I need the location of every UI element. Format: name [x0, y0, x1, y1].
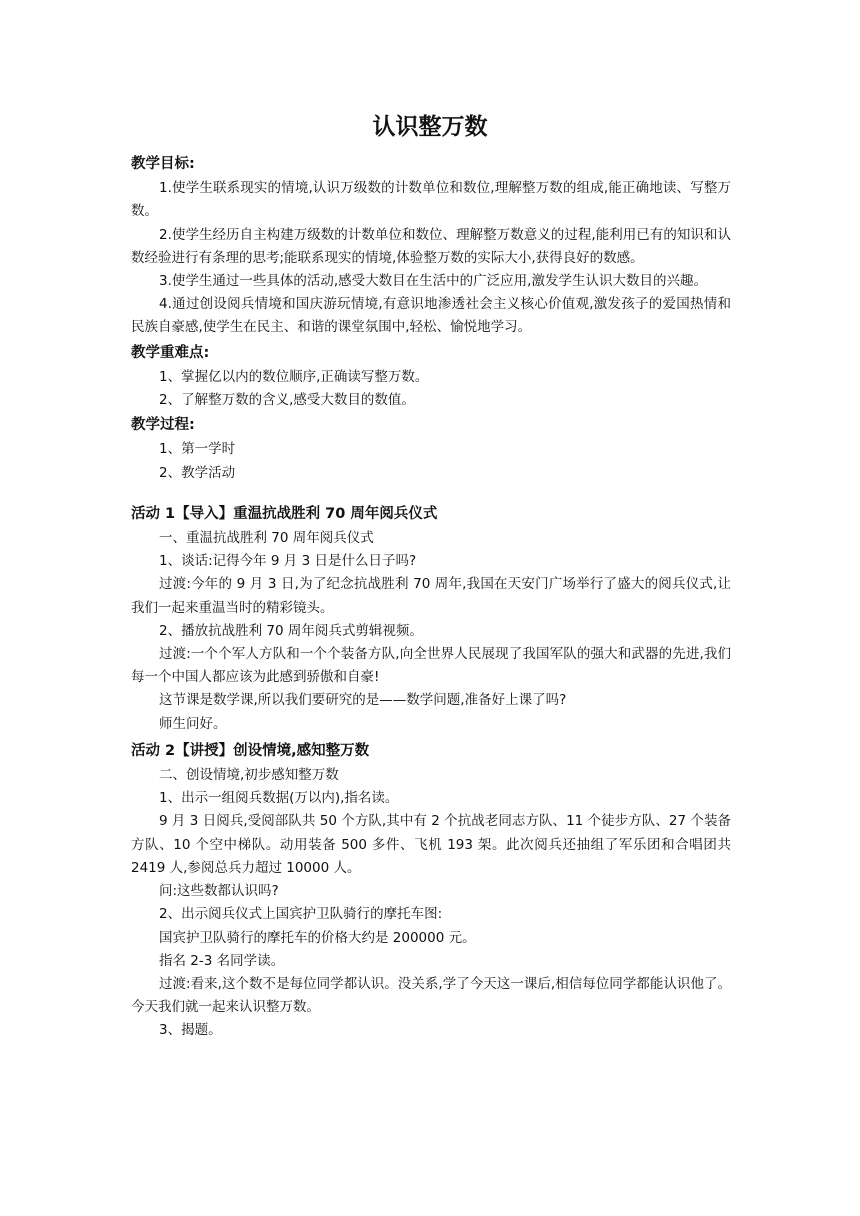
activity1-paragraph: 过渡:今年的 9 月 3 日,为了纪念抗战胜利 70 周年,我国在天安门广场举行了盛大的阅兵仪式,让我们一起来重温当时的精彩镜头。 [131, 576, 731, 616]
objective-item: 1.使学生联系现实的情境,认识万级数的计数单位和数位,理解整万数的组成,能正确地读、写整万数。 [131, 180, 731, 220]
activity1-paragraph: 一、重温抗战胜利 70 周年阅兵仪式 [159, 530, 374, 547]
process-heading: 教学过程: [131, 417, 195, 434]
activity1-paragraph: 1、谈话:记得今年 9 月 3 日是什么日子吗? [159, 553, 417, 570]
activity2-paragraph: 9 月 3 日阅兵,受阅部队共 50 个方队,其中有 2 个抗战老同志方队、11 个徒步方队、27 个装备方队、10 个空中梯队。动用装备 500 多件、飞机 193 架。此次阅兵还抽组了军乐团和合唱团共 2419 人,参阅总兵力超过 10000 人。 [131, 813, 731, 876]
process-item: 1、第一学时 [159, 441, 236, 458]
document-title: 认识整万数 [372, 114, 488, 140]
objective-item: 2.使学生经历自主构建万级数的计数单位和数位、理解整万数意义的过程,能利用已有的知识和认数经验进行有条理的思考;能联系现实的情境,体验整万数的实际大小,获得良好的数感。 [131, 226, 731, 266]
keypoint-item: 2、了解整万数的含义,感受大数目的数值。 [159, 392, 415, 409]
objective-item: 3.使学生通过一些具体的活动,感受大数目在生活中的广泛应用,激发学生认识大数目的兴趣。 [159, 273, 707, 290]
activity1-paragraph: 2、播放抗战胜利 70 周年阅兵式剪辑视频。 [159, 622, 423, 639]
keypoints-heading: 教学重难点: [131, 344, 210, 361]
activity1-heading: 活动 1【导入】重温抗战胜利 70 周年阅兵仪式 [131, 505, 438, 522]
objectives-heading: 教学目标: [131, 156, 195, 172]
keypoint-item: 1、掌握亿以内的数位顺序,正确读写整万数。 [159, 368, 429, 385]
activity2-paragraph: 3、揭题。 [159, 1022, 222, 1039]
activity2-paragraph: 1、出示一组阅兵数据(万以内),指名读。 [159, 790, 399, 807]
activity2-paragraph: 二、创设情境,初步感知整万数 [159, 767, 339, 784]
activity2-paragraph: 国宾护卫队骑行的摩托车的价格大约是 200000 元。 [159, 929, 476, 946]
activity1-paragraph: 过渡:一个个军人方队和一个个装备方队,向全世界人民展现了我国军队的强大和武器的先进,我们每一个中国人都应该为此感到骄傲和自豪! [131, 646, 731, 686]
process-item: 2、教学活动 [159, 464, 236, 481]
activity2-paragraph: 问:这些数都认识吗? [159, 883, 279, 900]
objective-item: 4.通过创设阅兵情境和国庆游玩情境,有意识地渗透社会主义核心价值观,激发孩子的爱国热情和民族自豪感,使学生在民主、和谐的课堂氛围中,轻松、愉悦地学习。 [131, 296, 731, 336]
document-body [131, 153, 731, 1043]
activity2-paragraph: 过渡:看来,这个数不是每位同学都认识。没关系,学了今天这一课后,相信每位同学都能认识他了。今天我们就一起来认识整万数。 [131, 975, 731, 1016]
activity2-paragraph: 指名 2-3 名同学读。 [159, 952, 285, 969]
activity1-paragraph: 这节课是数学课,所以我们要研究的是——数学问题,准备好上课了吗? [159, 692, 567, 709]
activity2-heading: 活动 2【讲授】创设情境,感知整万数 [131, 742, 370, 759]
activity1-paragraph: 师生问好。 [159, 715, 227, 732]
activity2-paragraph: 2、出示阅兵仪式上国宾护卫队骑行的摩托车图: [159, 906, 443, 923]
